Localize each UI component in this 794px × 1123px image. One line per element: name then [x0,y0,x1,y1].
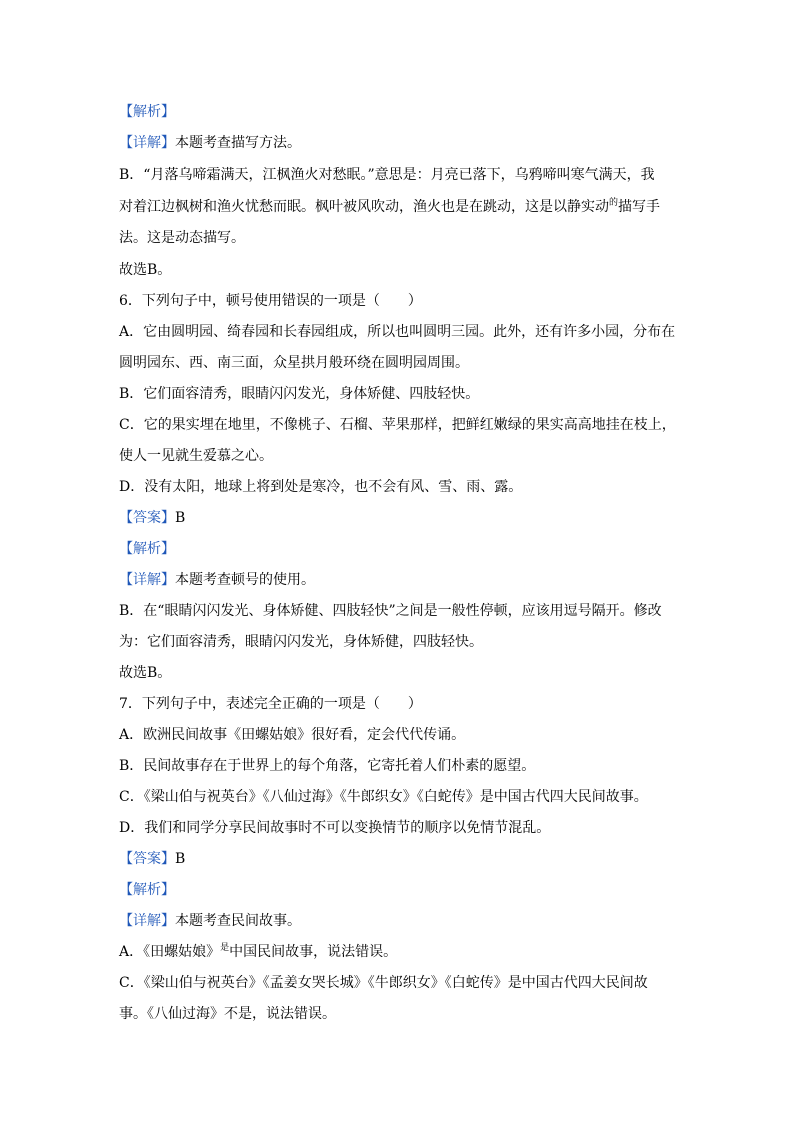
inline-note: 的 [609,198,619,208]
label-tag: 【解析】 [119,541,175,557]
option-line: A．它由圆明园、绮春园和长春园组成，所以也叫圆明三园。此外，还有许多小园，分布在 [119,324,676,340]
text-line: B．“月落乌啼霜满天，江枫渔火对愁眠。”意思是：月亮已落下，乌鸦啼叫寒气满天，我 [119,167,655,183]
line-text: A．《田螺姑娘》 [119,944,221,960]
label-tag: 【解析】 [119,882,175,898]
text-line: 法。这是动态描写。 [119,230,245,246]
answer-line [119,849,679,869]
line-text-after: 描写手 [618,199,661,215]
text-line: 故选B。 [119,262,172,278]
section-line [119,539,679,559]
line-text: 本题考查描写方法。 [175,135,301,151]
option-line: 圆明园东、西、南三面，众星拱月般环绕在圆明园周围。 [119,355,469,371]
text-line [119,942,679,964]
option-line: B．它们面容清秀，眼睛闪闪发光，身体矫健、四肢轻快。 [119,386,480,402]
text-line: 为：它们面容清秀，眼睛闪闪发光，身体矫健，四肢轻快。 [119,634,483,650]
text-line: B．在“眼睛闪闪发光、身体矫健、四肢轻快”之间是一般性停顿，应该用逗号隔开。修改 [119,603,662,619]
option-line: D．没有太阳，地球上将到处是寒冷，也不会有风、雪、雨、露。 [119,479,523,495]
option-line: 使人一见就生爱慕之心。 [119,448,273,464]
label-tag: 【解析】 [119,104,175,120]
label-tag: 【详解】 [119,572,175,588]
section-line [119,102,679,122]
section-line [119,911,679,931]
line-text: 本题考查顿号的使用。 [175,572,315,588]
label-tag: 【详解】 [119,135,175,151]
option-line: A．欧洲民间故事《田螺姑娘》很好看，定会代代传诵。 [119,727,466,743]
section-line [119,570,679,590]
question-line: 6．下列句子中，顿号使用错误的一项是（ ） [119,293,422,309]
text-line: 事。《八仙过海》不是，说法错误。 [119,1006,336,1022]
text-line: C．《梁山伯与祝英台》《孟姜女哭长城》《牛郎织女》《白蛇传》是中国古代四大民间故 [119,975,648,991]
text-line: 故选B。 [119,665,172,681]
inline-note: 是 [220,943,230,953]
section-line [119,880,679,900]
text-line [119,197,679,219]
answer-value: B [175,510,186,526]
section-line [119,133,679,153]
line-text-after: 中国民间故事，说法错误。 [229,944,398,960]
answer-line [119,508,679,528]
answer-value: B [175,851,186,867]
label-tag: 【详解】 [119,913,175,929]
option-line: D．我们和同学分享民间故事时不可以变换情节的顺序以免情节混乱。 [119,820,551,836]
option-line: C．它的果实埋在地里，不像桃子、石榴、苹果那样，把鲜红嫩绿的果实高高地挂在枝上， [119,417,676,433]
label-tag: 【答案】 [119,851,175,867]
line-text: 本题考查民间故事。 [175,913,301,929]
option-line: C．《梁山伯与祝英台》《八仙过海》《牛郎织女》《白蛇传》是中国古代四大民间故事。 [119,789,648,805]
option-line: B．民间故事存在于世界上的每个角落，它寄托着人们朴素的愿望。 [119,758,536,774]
label-tag: 【答案】 [119,510,175,526]
question-line: 7．下列句子中，表述完全正确的一项是（ ） [119,696,422,712]
line-text: 对着江边枫树和渔火忧愁而眠。枫叶被风吹动，渔火也是在跳动，这是以静实动 [119,199,609,215]
